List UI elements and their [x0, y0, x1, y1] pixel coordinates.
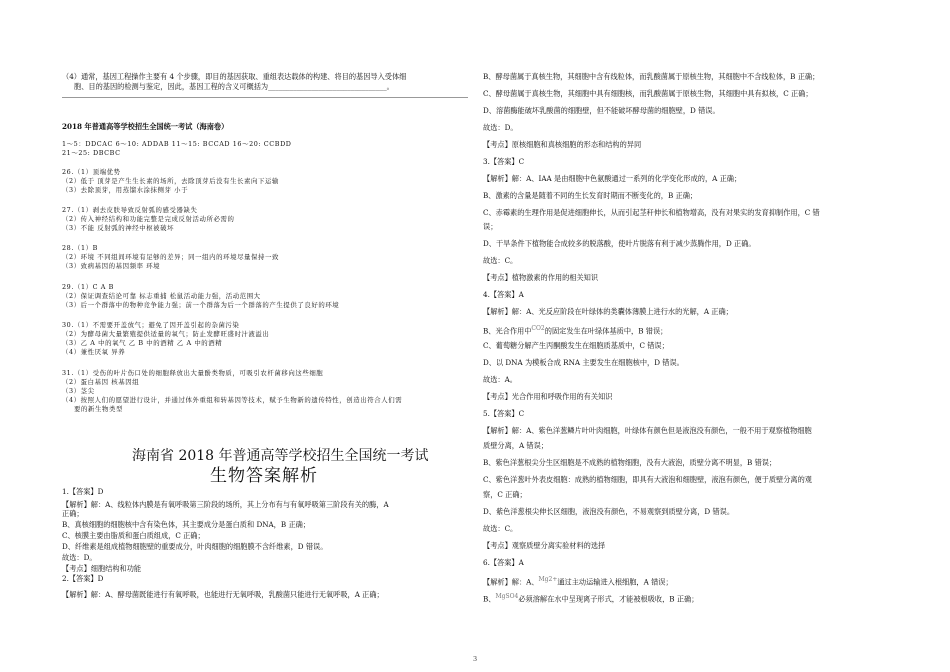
right-line: C、紫色洋葱叶外表皮细胞：成熟的植物细胞，即具有大液泡和细胞壁，液泡有颜色，便于质壁分离的观: [483, 475, 812, 484]
right-line: 3.【答案】C: [483, 157, 525, 166]
q30-line: （3）乙 A 中的氧气 乙 B 中的酒精 乙 A 中的酒精: [62, 339, 223, 347]
right-line-with-formula: [483, 575, 673, 586]
right-line: D、干旱条件下植物能合成较多的脱落酸，使叶片脱落有利于减少蒸腾作用，D 正确。: [483, 239, 756, 248]
formula-mg-ion: Mg2+: [538, 576, 558, 583]
q27-line: （2）传入神经结构和功能完整是完成反射活动所必需的: [62, 215, 235, 223]
q29-line: 29.（1）C A B: [62, 283, 114, 291]
q31-line: （4）按照人们的愿望进行设计，并通过体外重组和转基因等技术，赋予生物新的遗传特性，创造出符合人们需: [62, 396, 403, 404]
exam-title: 2018 年普通高等学校招生全国统一考试（海南卷）: [62, 122, 229, 131]
a1-line: B、真核细胞的细胞核中含有染色体，其主要成分是蛋白质和 DNA，B 正确；: [62, 520, 311, 529]
right-line: D、以 DNA 为模板合成 RNA 主要发生在细胞核中，D 错误。: [483, 358, 684, 367]
right-line: 【考点】光合作用和呼吸作用的有关知识: [483, 392, 613, 401]
doc-title-line1: 海南省 2018 年普通高等学校招生全国统一考试: [132, 448, 429, 464]
q27-line: 27.（1）剥去皮肤导致反射弧的感受器缺失: [62, 206, 198, 214]
q30-line: （4）兼性厌氧 异养: [62, 348, 126, 356]
right-line-with-formula: [483, 592, 698, 603]
formula-co2: CO2: [531, 325, 545, 332]
text-segment: 的固定发生在叶绿体基质中，B 错误；: [544, 326, 668, 336]
right-line: B、紫色洋葱根尖分生区细胞是不成熟的植物细胞，没有大液泡，质壁分离不明显，B 错误；: [483, 458, 777, 467]
right-line: 误；: [483, 222, 498, 231]
right-line: 【考点】植物激素的作用的相关知识: [483, 273, 599, 282]
answer-key-line: 1～5：DDCAC 6～10: ADDAB 11～15: BCCAD 16～20: CCBDD: [62, 140, 292, 148]
right-line: C、酵母菌属于真核生物，其细胞中具有细胞核，而乳酸菌属于原核生物，其细胞中具有拟核，C 正确；: [483, 89, 813, 98]
intro-line: （4）通常，基因工程操作主要有 4 个步骤，即目的基因获取、重组表达载体的构建、将目的基因导入受体细: [62, 72, 407, 81]
right-line: B、激素的含量是随着不同的生长发育时期而不断变化的，B 正确；: [483, 191, 698, 200]
right-line: 故选：A。: [483, 375, 517, 384]
q28-line: （2）环境 不同组间环境有足够的差异；同一组内的环境尽量保持一致: [62, 253, 280, 261]
right-line: D、紫色洋葱根尖伸长区细胞，液泡没有颜色，不易观察到质壁分离，D 错误。: [483, 507, 735, 516]
q29-line: （3）后一个群落中的物种竞争能力强；前一个群落为后一个群落的产生提供了良好的环境: [62, 301, 340, 309]
right-line: 故选：D。: [483, 123, 518, 132]
formula-mgso4: MgSO4: [495, 593, 519, 600]
a1-line: 正确；: [62, 509, 84, 518]
q28-line: 28.（1）B: [62, 244, 98, 252]
text-segment: B、光合作用中: [483, 326, 532, 336]
right-line: 【解析】解：A、IAA 是由细胞中色氨酸通过一系列的化学变化形成的，A 正确；: [483, 174, 742, 183]
text-segment: 必须溶解在水中呈现离子形式，才能被根吸收，B 正确；: [518, 594, 699, 604]
doc-title-line2: 生物答案解析: [210, 466, 318, 486]
right-line: 故选：C。: [483, 256, 518, 265]
a2-line: 2.【答案】D: [62, 574, 104, 583]
intro-line: 胞、目的基因的检测与鉴定，因此，基因工程的含义可概括为_________________________________。: [74, 82, 394, 91]
a1-line: 1.【答案】D: [62, 487, 104, 496]
a1-line: D、纤维素是组成植物细胞壁的重要成分，叶肉细胞的细胞膜不含纤维素，D 错误。: [62, 542, 328, 551]
q30-line: （2）为酵母菌大量繁殖提供适量的氧气；防止发酵旺盛时汁液溢出: [62, 330, 270, 338]
q26-line: 26.（1）顶端优势: [62, 168, 121, 176]
q28-line: （3）致病基因的基因频率 环境: [62, 262, 161, 270]
right-line: 4.【答案】A: [483, 290, 524, 299]
right-line: 【解析】解：A、紫色洋葱鳞片叶叶肉细胞，叶绿体有颜色但是液泡没有颜色，一般不用于观察植物细胞: [483, 426, 812, 435]
right-line: 察，C 正确；: [483, 490, 527, 499]
q26-line: （3）去除顶芽，用蒸馏水涂抹侧芽 小于: [62, 186, 189, 194]
text-segment: 通过主动运输进入根细胞，A 错误；: [557, 577, 673, 587]
answer-key-line: 21～25: DBCBC: [62, 149, 121, 157]
right-line: 故选：C。: [483, 524, 518, 533]
right-line: 【考点】原核细胞和真核细胞的形态和结构的异同: [483, 140, 642, 149]
page-number: 3: [473, 655, 478, 663]
q31-line: （3）茎尖: [62, 387, 95, 395]
q30-line: 30.（1）不需要开盖放气；避免了因开盖引起的杂菌污染: [62, 321, 240, 329]
right-line: B、酵母菌属于真核生物，其细胞中含有线粒体，而乳酸菌属于原核生物，其细胞中不含线粒体，B 正确；: [483, 72, 820, 81]
a1-line: 【考点】细胞结构和功能: [62, 564, 142, 573]
q31-line: 要的新生物类型: [74, 405, 123, 413]
text-segment: 【解析】解：A、: [483, 577, 539, 587]
text-segment: B、: [483, 594, 496, 604]
a1-line: 【解析】解：A、线粒体内膜是有氧呼吸第三阶段的场所，其上分布有与有氧呼吸第三阶段有关的酶，A: [62, 500, 389, 509]
right-line: 6.【答案】A: [483, 558, 524, 567]
right-line: 5.【答案】C: [483, 409, 525, 418]
a1-line: C、核膜主要由脂质和蛋白质组成，C 正确；: [62, 531, 205, 540]
right-line: 【考点】观察质壁分离实验材料的选择: [483, 541, 606, 550]
q29-line: （2）保证调查结论可靠 标志重捕 松鼠活动能力强，活动范围大: [62, 292, 261, 300]
right-line: D、溶菌酶能破坏乳酸菌的细胞壁，但不能破坏酵母菌的细胞壁，D 错误。: [483, 106, 720, 115]
q27-line: （3）不能 反射弧的神经中枢被破坏: [62, 224, 175, 232]
right-line: 质壁分离，A 错误；: [483, 441, 548, 450]
right-line-with-formula: [483, 324, 667, 335]
q26-line: （2）低于 顶芽是产生生长素的场所，去除顶芽后没有生长素向下运输: [62, 177, 280, 185]
q31-line: （2）蛋白基因 核基因组: [62, 378, 140, 386]
right-line: 【解析】解：A、光反应阶段在叶绿体的类囊体薄膜上进行水的光解，A 正确；: [483, 307, 733, 316]
q31-line: 31.（1）受伤的叶片伤口处的细胞释放出大量酚类物质，可吸引农杆菌移向这些细胞: [62, 369, 324, 377]
a2-line: 【解析】解：A、酵母菌既能进行有氧呼吸，也能进行无氧呼吸，乳酸菌只能进行无氧呼吸，A 正确；: [62, 590, 384, 599]
right-line: C、赤霉素的生理作用是促进细胞伸长，从而引起茎秆伸长和植物增高，没有对果实的发育抑制作用，C 错: [483, 208, 820, 217]
right-line: C、葡萄糖分解产生丙酮酸发生在细胞质基质中，C 错误；: [483, 341, 669, 350]
a1-line: 故选：D。: [62, 553, 97, 562]
